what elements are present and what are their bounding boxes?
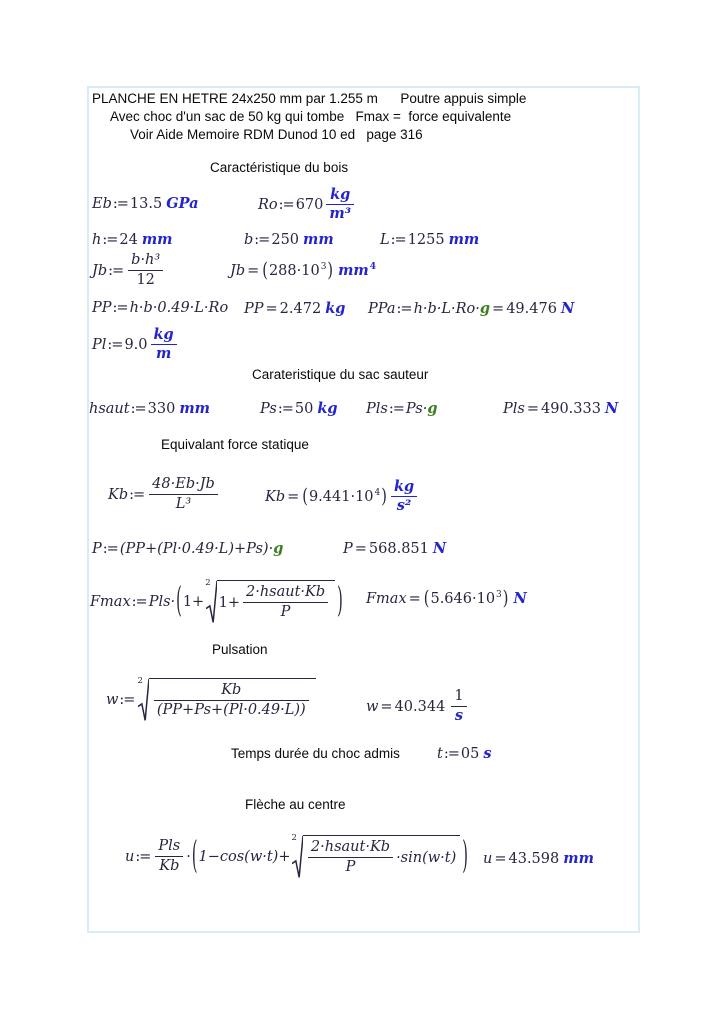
unit-fraction — [326, 187, 354, 223]
equation-kb-definition[interactable] — [108, 477, 221, 513]
unit-numerator: kg — [330, 186, 351, 203]
unit-fraction — [391, 479, 417, 515]
numerator: b·h³ — [131, 252, 161, 268]
left-paren: ( — [302, 486, 308, 508]
equation-b[interactable] — [244, 231, 334, 248]
assign-operator: := — [390, 232, 406, 248]
unit-fraction — [451, 689, 466, 725]
assign-operator: := — [119, 692, 135, 708]
unit-text: mm — [338, 262, 369, 279]
var: Pls — [503, 401, 525, 417]
label-temps: Temps durée du choc admis — [231, 746, 400, 761]
var: Jb — [92, 262, 108, 279]
equals-operator: = — [494, 851, 507, 867]
equals-operator: = — [526, 401, 539, 417]
unit: mm — [448, 231, 480, 248]
expression: Pls· — [148, 594, 176, 610]
equation-u-definition[interactable] — [125, 835, 469, 879]
assign-operator: := — [102, 541, 118, 557]
var: Kb — [108, 486, 129, 503]
var: Ps — [260, 401, 277, 417]
equation-hsaut[interactable] — [89, 400, 210, 417]
var: Fmax — [366, 591, 407, 607]
unit-numerator: kg — [153, 326, 174, 343]
section-title-sac: Carateristique du sac sauteur — [252, 367, 429, 382]
fraction — [155, 839, 183, 875]
var: u — [125, 849, 135, 865]
denominator: P — [308, 857, 393, 876]
left-paren: ( — [423, 588, 430, 610]
value: 1255 — [407, 232, 445, 248]
radicand — [217, 580, 336, 624]
equation-jb-definition[interactable] — [92, 253, 166, 289]
unit: s — [454, 706, 464, 724]
value: 670 — [295, 196, 324, 213]
var: Kb — [265, 488, 286, 505]
assign-operator: := — [135, 849, 151, 865]
assign-operator: := — [102, 232, 118, 248]
var: Ro — [258, 196, 278, 213]
section-title-equivalant: Equivalant force statique — [161, 437, 309, 452]
root-index: 2 — [205, 578, 211, 588]
numerator: 48·Eb·Jb — [152, 476, 215, 492]
right-paren: ) — [502, 588, 509, 610]
expression: h·b·L·Ro· — [413, 301, 480, 317]
result-p[interactable] — [343, 540, 446, 557]
exponent: 3 — [320, 262, 327, 272]
section-title-bois: Caractéristique du bois — [210, 160, 349, 175]
assign-operator: := — [107, 336, 123, 353]
var: P — [92, 541, 102, 557]
unit: mm — [141, 231, 173, 248]
var: Pl — [92, 336, 107, 353]
unit: N — [560, 300, 575, 317]
unit-denominator — [451, 706, 466, 725]
right-paren: ) — [327, 260, 334, 282]
unit-denominator: m³ — [326, 204, 354, 223]
equals-operator: = — [354, 541, 367, 557]
value: 2.472 — [279, 301, 322, 317]
result-w[interactable] — [366, 689, 470, 725]
left-paren: ( — [191, 836, 198, 878]
term: 1+ — [182, 594, 205, 610]
var: PPa — [368, 301, 396, 317]
exponent: 4 — [374, 487, 381, 498]
result-kb[interactable] — [265, 479, 420, 515]
equation-L[interactable] — [380, 231, 479, 248]
unit-exponent: 4 — [369, 262, 377, 272]
unit: mm — [303, 231, 334, 248]
header-line-3: Voir Aide Memoire RDM Dunod 10 ed page 316 — [130, 127, 423, 142]
value: 40.344 — [394, 698, 446, 715]
left-paren: ( — [262, 260, 268, 282]
result-pls[interactable] — [503, 400, 618, 417]
var: hsaut — [89, 401, 130, 417]
numerator: Kb — [221, 682, 242, 699]
result-pp[interactable] — [244, 300, 345, 317]
assign-operator: := — [131, 594, 147, 610]
root-index: 2 — [291, 833, 297, 843]
left-paren: ( — [176, 582, 182, 622]
unit: N — [604, 400, 619, 417]
unit-denominator: m — [151, 344, 177, 363]
square-root — [137, 678, 315, 722]
var: w — [366, 698, 379, 715]
assign-operator: := — [443, 746, 459, 762]
value: 13.5 — [129, 196, 163, 212]
var: Fmax — [90, 594, 131, 610]
denominator: (PP+Ps+(Pl·0.49·L)) — [154, 700, 309, 719]
unit: N — [432, 540, 447, 557]
value: 43.598 — [508, 851, 560, 867]
equals-operator: = — [408, 591, 421, 607]
equation-pls-definition[interactable] — [366, 400, 437, 417]
fraction — [154, 683, 309, 719]
assign-operator: := — [278, 196, 294, 213]
fraction — [128, 253, 163, 289]
var: u — [483, 851, 493, 867]
equals-operator: = — [492, 301, 505, 317]
expression: ·sin(w·t) — [396, 850, 457, 866]
right-paren: ) — [462, 836, 468, 878]
var: P — [343, 541, 353, 557]
value: 250 — [271, 232, 300, 248]
var: Jb — [230, 263, 246, 279]
equals-operator: = — [287, 488, 300, 505]
unit — [338, 262, 376, 279]
expression: 1−cos(w·t)+ — [198, 849, 291, 865]
root-index: 2 — [137, 676, 143, 686]
equation-t[interactable] — [437, 745, 492, 762]
value: 49.476 — [506, 301, 557, 317]
fraction — [149, 477, 218, 513]
equation-fmax-definition[interactable] — [90, 580, 344, 624]
equals-operator: = — [247, 263, 260, 279]
fraction — [243, 585, 328, 621]
denominator: L³ — [149, 494, 218, 513]
value: 9.441·10 — [308, 488, 374, 505]
square-root — [292, 835, 461, 879]
equation-h[interactable] — [92, 231, 173, 248]
unit: GPa — [166, 195, 199, 212]
unit-fraction — [151, 327, 177, 363]
equation-eb[interactable] — [92, 195, 199, 212]
denominator: Kb — [155, 856, 183, 875]
equation-w-definition[interactable] — [106, 678, 317, 722]
radicand — [303, 835, 460, 879]
equation-pp-definition[interactable] — [92, 300, 228, 316]
equation-ro[interactable] — [258, 187, 357, 223]
var: h — [92, 232, 102, 248]
square-root — [205, 580, 335, 624]
denominator: P — [243, 602, 328, 621]
gravity-constant: g — [273, 540, 284, 557]
expression: h·b·0.49·L·Ro — [129, 300, 229, 316]
exponent: 3 — [496, 590, 502, 600]
assign-operator: := — [108, 262, 124, 279]
right-paren: ) — [337, 582, 343, 622]
term: 1+ — [218, 595, 240, 611]
numerator: Pls — [158, 838, 181, 855]
value: 50 — [294, 401, 314, 417]
assign-operator: := — [112, 196, 128, 212]
var: t — [437, 746, 443, 762]
value: 05 — [460, 746, 480, 762]
assign-operator: := — [277, 401, 293, 417]
equals-operator: = — [265, 301, 278, 317]
numerator: 2·hsaut·Kb — [245, 584, 326, 601]
value: 24 — [119, 232, 138, 248]
multiply-operator: · — [186, 849, 191, 865]
assign-operator: := — [130, 401, 146, 417]
var: L — [380, 232, 390, 248]
result-jb[interactable] — [230, 260, 377, 282]
unit: N — [513, 590, 527, 607]
assign-operator: := — [129, 486, 145, 503]
var: PP — [244, 301, 264, 317]
assign-operator: := — [254, 232, 270, 248]
equation-p-definition[interactable] — [92, 540, 283, 557]
var: w — [106, 692, 119, 708]
unit: kg — [317, 400, 338, 417]
unit-numerator: kg — [393, 478, 415, 495]
result-u[interactable] — [483, 850, 594, 867]
numerator: 2·hsaut·Kb — [310, 839, 391, 856]
equation-ps[interactable] — [260, 400, 338, 417]
fraction — [308, 840, 393, 876]
value: 9.0 — [124, 336, 148, 353]
right-paren: ) — [381, 486, 387, 508]
assign-operator: := — [396, 301, 412, 317]
equals-operator: = — [380, 698, 393, 715]
var: PP — [92, 300, 112, 316]
var: b — [244, 232, 254, 248]
equation-pl[interactable] — [92, 327, 180, 363]
unit: kg — [325, 300, 346, 317]
value: 490.333 — [541, 401, 601, 417]
denominator: 12 — [128, 270, 163, 289]
expression: Ps· — [405, 401, 428, 417]
value: 568.851 — [368, 541, 429, 557]
unit: mm — [179, 400, 211, 417]
radicand — [149, 678, 316, 722]
assign-operator: := — [112, 300, 128, 316]
section-title-pulsation: Pulsation — [212, 642, 268, 657]
unit-numerator: 1 — [454, 688, 464, 704]
gravity-constant: g — [479, 300, 491, 317]
unit: mm — [563, 850, 594, 867]
header-line-1: PLANCHE EN HETRE 24x250 mm par 1.255 m Poutre appuis simple — [92, 91, 527, 106]
var: Eb — [92, 196, 112, 212]
var: Pls — [366, 401, 388, 417]
equation-ppa[interactable] — [368, 300, 574, 317]
result-fmax[interactable] — [366, 588, 527, 610]
value: 288·10 — [268, 263, 320, 279]
expression: (PP+(Pl·0.49·L)+Ps)· — [119, 541, 274, 557]
unit-denominator: s² — [391, 496, 417, 515]
section-title-fleche: Flèche au centre — [245, 797, 346, 812]
gravity-constant: g — [427, 400, 438, 417]
header-line-2: Avec choc d'un sac de 50 kg qui tombe Fmax = force equivalente — [110, 109, 512, 124]
value: 330 — [147, 401, 176, 417]
unit: s — [483, 745, 492, 762]
assign-operator: := — [388, 401, 404, 417]
value: 5.646·10 — [430, 591, 496, 607]
